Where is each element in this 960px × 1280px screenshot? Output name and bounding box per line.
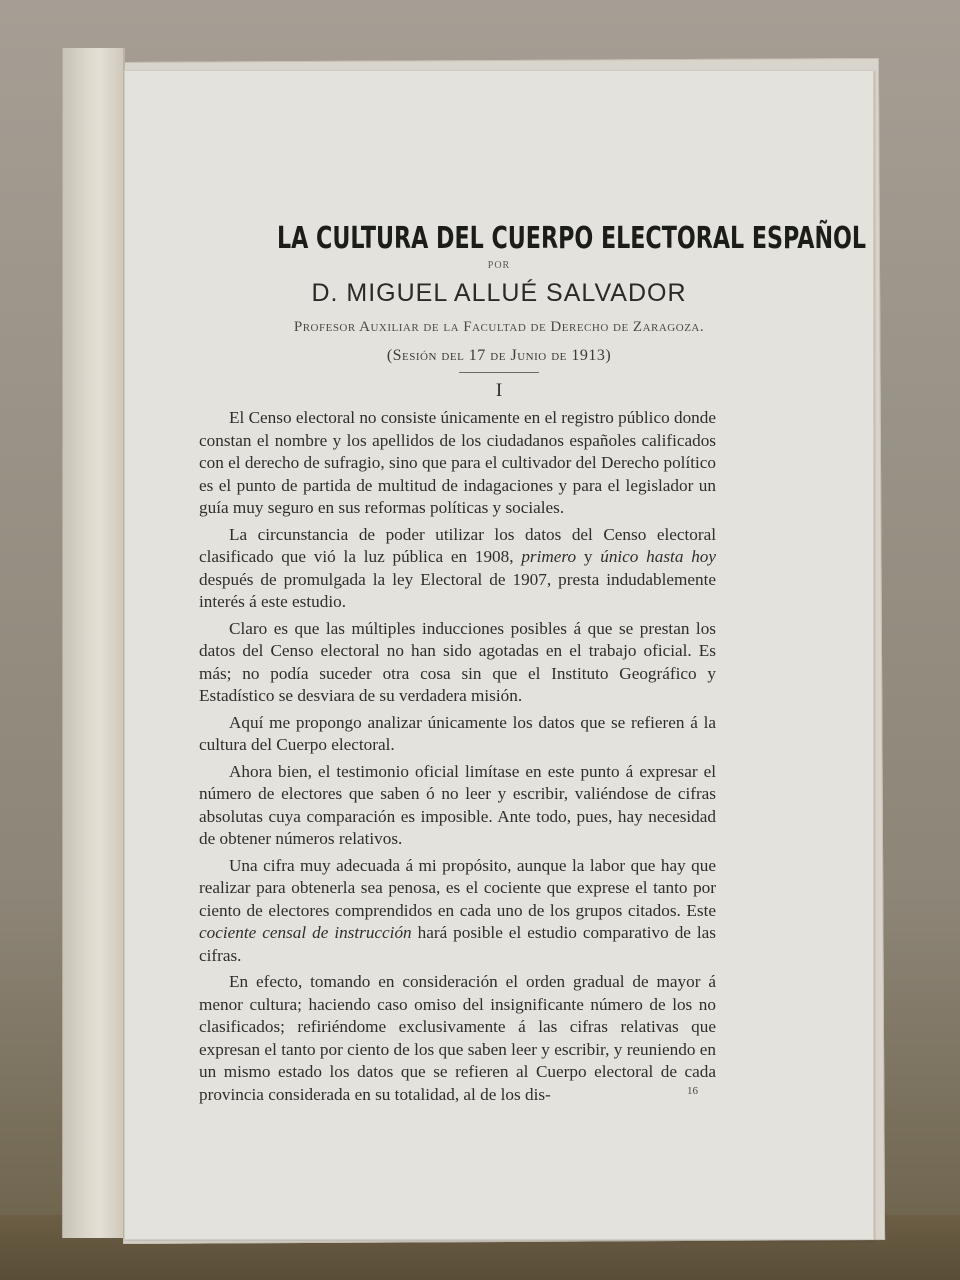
divider-rule	[459, 372, 539, 373]
italic-run: primero	[521, 547, 577, 566]
paragraph	[199, 761, 716, 851]
body-text	[199, 407, 716, 1110]
text-run: El Censo electoral no consiste únicamente en el registro público donde constan el nombre y los apellidos de los ciudadanos españoles calificados con el derecho de sufragio, sino que para el cultivador del Derecho político es el punto de partida de multitud de indagaciones y para el legislador un guía muy seguro en sus reformas políticas y sociales.	[199, 408, 716, 517]
paragraph	[199, 712, 716, 757]
binding-spine	[62, 48, 125, 1238]
text-run: después de promulgada la ley Electoral de 1907, presta indudablemente interés á este estudio.	[199, 569, 716, 611]
article-title: LA CULTURA DEL CUERPO ELECTORAL ESPAÑOL	[277, 221, 867, 256]
text-run: Ahora bien, el testimonio oficial limítase en este punto á expresar el número de electores que saben ó no leer y escribir, valiéndose de cifras absolutas cuya comparación es imposible. Ante todo, pues, hay necesidad de obtener números relativos.	[199, 761, 716, 848]
paragraph	[199, 971, 716, 1106]
author-name: D. MIGUEL ALLUÉ SALVADOR	[311, 279, 687, 307]
text-run: Una cifra muy adecuada á mi propósito, aunque la labor que hay que realizar para obtenerla sea penosa, es el cociente que exprese el tanto por ciento de electores comprendidos en cada uno de los grupos citados. Este	[199, 855, 716, 920]
text-run: Claro es que las múltiples inducciones posibles á que se prestan los datos del Censo electoral no han sido agotadas en el trabajo oficial. Es más; no podía suceder otra cosa sin que el Instituto Geográfico y Estadístico se desviara de su verdadera misión.	[199, 618, 716, 705]
byline-por: POR	[487, 260, 511, 271]
text-run: Aquí me propongo analizar únicamente los datos que se refieren á la cultura del Cuerpo electoral.	[199, 712, 716, 754]
paragraph	[199, 855, 716, 968]
session-date: (Sesión del 17 de Junio de 1913)	[386, 347, 612, 364]
section-number: I	[495, 380, 503, 401]
text-run: y	[576, 547, 601, 566]
italic-run: cociente censal de instrucción	[199, 923, 412, 942]
italic-run: único hasta hoy	[600, 547, 717, 566]
paragraph	[199, 618, 716, 708]
text-run: En efecto, tomando en consideración el orden gradual de mayor á menor cultura; haciendo caso omiso del insignificante número de los no clasificados; refiriéndome exclusivamente á las cifras relativas que expresan el tanto por ciento de los que saben leer y escribir, y reuniendo en un mismo estado los datos que se refieren al Cuerpo electoral de cada provincia considerada en su totalidad, al de los dis-	[199, 972, 716, 1104]
author-affiliation: Profesor Auxiliar de la Facultad de Derecho de Zaragoza.	[293, 319, 705, 335]
text-run: hará posible el estudio comparativo de las cifras.	[199, 923, 716, 965]
page-number: 16	[687, 1085, 698, 1097]
document-page	[124, 70, 874, 1240]
paragraph	[199, 524, 716, 614]
paragraph	[199, 407, 716, 520]
text-run: La circunstancia de poder utilizar los datos del Censo electoral clasificado que vió la luz pública en 1908,	[199, 524, 716, 566]
